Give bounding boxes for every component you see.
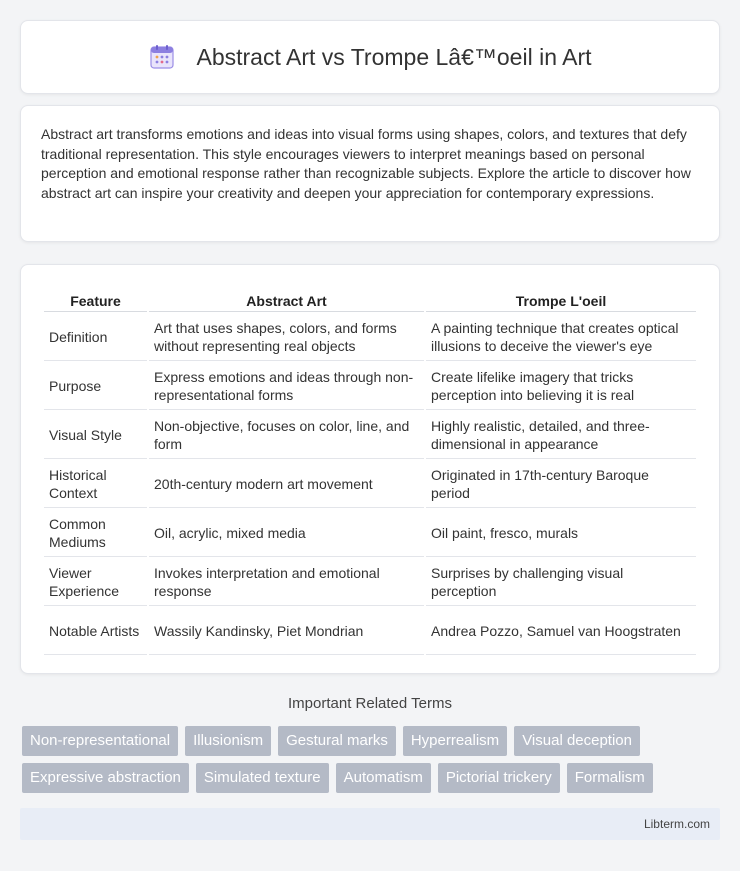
title-card	[20, 20, 720, 94]
row-feature: Viewer Experience	[44, 559, 147, 606]
row-abstract-art: Oil, acrylic, mixed media	[149, 510, 424, 557]
intro-text: Abstract art transforms emotions and ideas into visual forms using shapes, colors, and textures that defy traditional representation. This style encourages viewers to interpret meanings based on personal perception and emotional response rather than recognizable subjects. Explore the article to discover how abstract art can inspire your creativity and deepen your appreciation for contemporary expressions.	[41, 126, 691, 201]
comparison-table	[42, 283, 698, 657]
row-abstract-art: Invokes interpretation and emotional response	[149, 559, 424, 606]
row-abstract-art: Express emotions and ideas through non-representational forms	[149, 363, 424, 410]
intro-card	[20, 105, 720, 242]
row-feature: Visual Style	[44, 412, 147, 459]
table-row	[44, 461, 696, 508]
table-row	[44, 559, 696, 606]
row-trompe-loeil: Andrea Pozzo, Samuel van Hoogstraten	[426, 608, 696, 655]
header-trompe-loeil: Trompe L'oeil	[426, 285, 696, 312]
tag-row	[22, 763, 722, 793]
tag-simulated-texture[interactable]: Simulated texture	[196, 763, 329, 793]
comparison-table-card	[20, 264, 720, 674]
table-row	[44, 510, 696, 557]
row-trompe-loeil: Create lifelike imagery that tricks perception into believing it is real	[426, 363, 696, 410]
table-row	[44, 412, 696, 459]
page-title: Abstract Art vs Trompe Lâ€™oeil in Art	[196, 43, 592, 70]
row-trompe-loeil: Oil paint, fresco, murals	[426, 510, 696, 557]
tag-row	[22, 726, 722, 756]
row-feature: Common Mediums	[44, 510, 147, 557]
row-trompe-loeil: Highly realistic, detailed, and three-dimensional in appearance	[426, 412, 696, 459]
tag-formalism[interactable]: Formalism	[567, 763, 653, 793]
header-feature: Feature	[44, 285, 147, 312]
table-row	[44, 314, 696, 361]
row-feature: Historical Context	[44, 461, 147, 508]
tag-non-representational[interactable]: Non-representational	[22, 726, 178, 756]
calendar-icon	[149, 44, 175, 70]
tag-pictorial-trickery[interactable]: Pictorial trickery	[438, 763, 560, 793]
tag-expressive-abstraction[interactable]: Expressive abstraction	[22, 763, 189, 793]
footer	[20, 808, 720, 840]
row-abstract-art: Art that uses shapes, colors, and forms without representing real objects	[149, 314, 424, 361]
row-abstract-art: Non-objective, focuses on color, line, and form	[149, 412, 424, 459]
row-feature: Purpose	[44, 363, 147, 410]
related-terms-heading: Important Related Terms	[288, 695, 452, 712]
row-trompe-loeil: A painting technique that creates optical illusions to deceive the viewer's eye	[426, 314, 696, 361]
row-trompe-loeil: Surprises by challenging visual perception	[426, 559, 696, 606]
tag-gestural-marks[interactable]: Gestural marks	[278, 726, 396, 756]
row-abstract-art: Wassily Kandinsky, Piet Mondrian	[149, 608, 424, 655]
row-feature: Notable Artists	[44, 608, 147, 655]
table-row	[44, 363, 696, 410]
row-abstract-art: 20th-century modern art movement	[149, 461, 424, 508]
row-trompe-loeil: Originated in 17th-century Baroque period	[426, 461, 696, 508]
table-row	[44, 608, 696, 655]
footer-site-link[interactable]: Libterm.com	[643, 817, 710, 831]
tag-hyperrealism[interactable]: Hyperrealism	[403, 726, 507, 756]
related-terms-list	[22, 726, 722, 800]
table-header-row	[44, 285, 696, 312]
tag-automatism[interactable]: Automatism	[336, 763, 431, 793]
tag-illusionism[interactable]: Illusionism	[185, 726, 271, 756]
header-abstract-art: Abstract Art	[149, 285, 424, 312]
row-feature: Definition	[44, 314, 147, 361]
tag-visual-deception[interactable]: Visual deception	[514, 726, 640, 756]
